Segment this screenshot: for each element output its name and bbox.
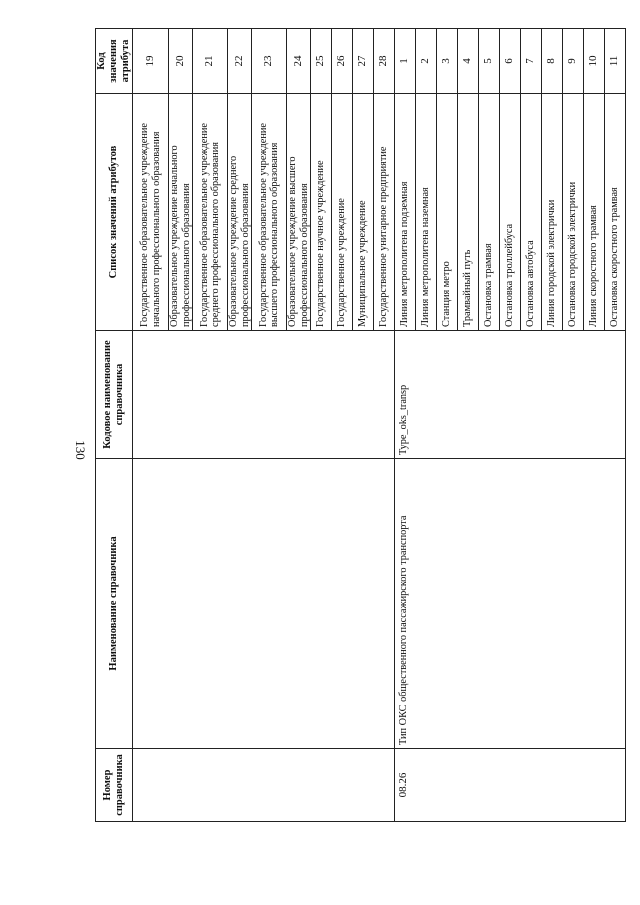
code-cell: 4 [458,29,479,94]
value-cell: Линия городской электрички [542,94,563,331]
code-cell: 24 [287,29,311,94]
value-cell: Государственное унитарное предприятие [374,94,395,331]
value-cell: Государственное учреждение [332,94,353,331]
code-cell: 8 [542,29,563,94]
prev-name-cell [133,459,395,749]
header-values: Список значений атрибутов [96,94,133,331]
header-code-name: Кодовое наименование справочника [96,331,133,459]
code-cell: 22 [228,29,252,94]
code-cell: 21 [193,29,228,94]
prev-code-name-cell [133,331,395,459]
code-cell: 28 [374,29,395,94]
value-cell: Остановка городской электрички [563,94,584,331]
code-cell: 9 [563,29,584,94]
value-cell: Образовательное учреждение среднего профессионального образования [228,94,252,331]
reference-table [95,28,626,822]
code-cell: 19 [133,29,169,94]
value-cell: Линия метрополитена подземная [395,94,416,331]
reference-number: 08.26 [395,749,626,822]
value-cell: Образовательное учреждение высшего профессионального образования [287,94,311,331]
header-number: Номер справочника [96,749,133,822]
header-name: Наименование справочника [96,459,133,749]
code-cell: 25 [311,29,332,94]
rotated-table-wrapper [95,29,621,822]
table-header-row [96,29,133,822]
value-cell: Остановка автобуса [521,94,542,331]
value-cell: Линия скоростного трамвая [584,94,605,331]
value-cell: Остановка скоростного трамвая [605,94,626,331]
code-cell: 6 [500,29,521,94]
prev-number-cell [133,749,395,822]
code-cell: 5 [479,29,500,94]
reference-code-name: Type_oks_transp [395,331,626,459]
value-cell: Муниципальное учреждение [353,94,374,331]
value-cell: Линия метрополитена наземная [416,94,437,331]
value-cell: Остановка трамвая [479,94,500,331]
value-cell: Станция метро [437,94,458,331]
value-cell: Образовательное учреждение начального профессионального образования [169,94,193,331]
code-cell: 23 [252,29,287,94]
code-cell: 10 [584,29,605,94]
code-cell: 11 [605,29,626,94]
value-cell: Государственное образовательное учреждение начального профессионального образования [133,94,169,331]
value-cell: Остановка троллейбуса [500,94,521,331]
code-cell: 26 [332,29,353,94]
table-row [133,29,169,822]
code-cell: 20 [169,29,193,94]
value-cell: Государственное образовательное учреждение среднего профессионального образования [193,94,228,331]
table-row [395,29,416,822]
page-number: 130 [73,440,88,460]
value-cell: Государственное образовательное учреждение высшего профессионального образования [252,94,287,331]
code-cell: 27 [353,29,374,94]
value-cell: Государственное научное учреждение [311,94,332,331]
reference-name: Тип ОКС общественного пассажирского транспорта [395,459,626,749]
value-cell: Трамвайный путь [458,94,479,331]
code-cell: 1 [395,29,416,94]
header-code: Код значения атрибута [96,29,133,94]
code-cell: 7 [521,29,542,94]
code-cell: 2 [416,29,437,94]
code-cell: 3 [437,29,458,94]
